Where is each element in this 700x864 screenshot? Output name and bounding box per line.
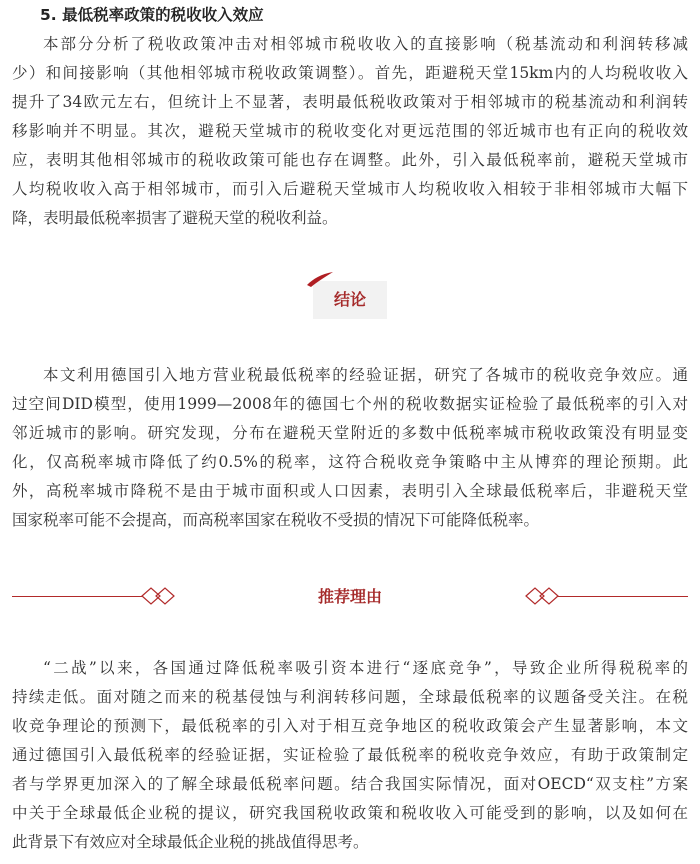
paragraph-line: 外，高税率城市降税不是由于城市面积或人口因素，表明引入全球最低税率后，非避税天堂 (12, 482, 688, 500)
diamond-ornament-icon (140, 585, 178, 607)
divider-line-left (12, 596, 142, 597)
diamond-ornament-icon (522, 585, 560, 607)
paragraph-line: 应，表明其他相邻城市的税收政策可能也存在调整。此外，引入最低税率前，避税天堂城市 (12, 151, 688, 169)
paragraph-line: 此背景下有效应对全球最低企业税的挑战值得思考。 (12, 833, 369, 851)
paragraph-line: 中关于全球最低企业税的提议，研究我国税收政策和税收收入可能受到的影响，以及如何在 (12, 804, 688, 822)
recommendation-heading: 推荐理由 (317, 587, 382, 606)
section-title: 5. 最低税率政策的税收收入效应 (40, 6, 264, 24)
paragraph-line: 化，仅高税率城市降低了约0.5%的税率，这符合税收竞争策略中主从博弈的理论预期。此 (12, 453, 688, 471)
paragraph-line: 移影响并不明显。其次，避税天堂城市的税收变化对更远范围的邻近城市也有正向的税收效 (12, 122, 688, 140)
paragraph-line: 持续走低。面对随之而来的税基侵蚀与利润转移问题，全球最低税率的议题备受关注。在税 (12, 688, 688, 706)
paragraph-line: 通过德国引入最低税率的经验证据，实证检验了最低税率的税收竞争效应，有助于政策制定 (12, 746, 688, 764)
paragraph-line: 收竞争理论的预测下，最低税率的引入对于相互竞争地区的税收政策会产生显著影响，本文 (12, 717, 688, 735)
paragraph-line: 过空间DID模型，使用1999—2008年的德国七个州的税收数据实证检验了最低税率的引入对 (12, 395, 688, 413)
paragraph-line: 本部分分析了税收政策冲击对相邻城市税收收入的直接影响（税基流动和利润转移减 (43, 35, 688, 53)
conclusion-heading: 结论 (333, 290, 366, 309)
paragraph-line: 者与学界更加深入的了解全球最低税率问题。结合我国实际情况，面对OECD“双支柱”方案 (12, 775, 688, 793)
paragraph-line: 本文利用德国引入地方营业税最低税率的经验证据，研究了各城市的税收竞争效应。通 (43, 366, 688, 384)
conclusion-paragraph (12, 361, 688, 535)
paragraph-line: 提升了34欧元左右，但统计上不显著，表明最低税收政策对于相邻城市的税基流动和利润转 (12, 93, 688, 111)
paragraph-line: “二战”以来，各国通过降低税率吸引资本进行“逐底竞争”，导致企业所得税税率的 (43, 659, 688, 677)
paragraph-line: 国家税率可能不会提高，而高税率国家在税收不受损的情况下可能降低税率。 (12, 511, 540, 529)
section-paragraph (12, 30, 688, 233)
divider-line-right (558, 596, 688, 597)
paragraph-line: 降，表明最低税率损害了避税天堂的税收利益。 (12, 209, 338, 227)
paragraph-line: 少）和间接影响（其他相邻城市税收政策调整）。首先，距避税天堂15km内的人均税收收入 (12, 64, 688, 82)
paragraph-line: 人均税收收入高于相邻城市，而引入后避税天堂城市人均税收收入相较于非相邻城市大幅下 (12, 180, 688, 198)
paragraph-line: 邻近城市的影响。研究发现，分布在避税天堂附近的多数中低税率城市税收政策没有明显变 (12, 424, 688, 442)
recommendation-paragraph (12, 654, 688, 857)
